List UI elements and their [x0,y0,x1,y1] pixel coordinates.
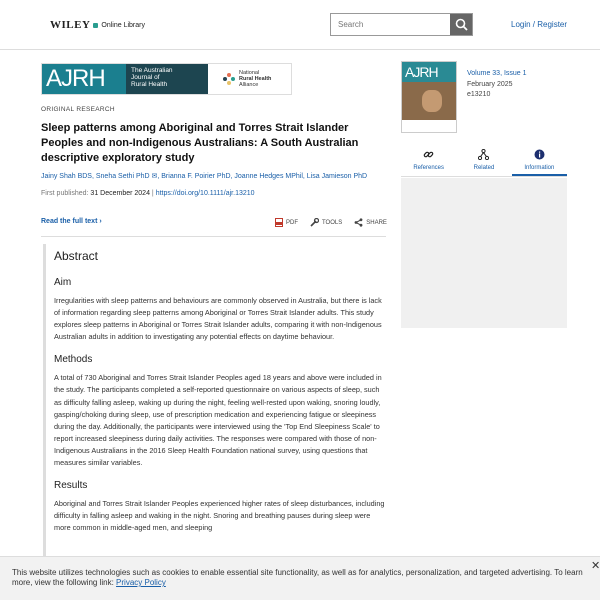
journal-abbr: AJRH [42,64,126,94]
article-title: Sleep patterns among Aboriginal and Torres Strait Islander Peoples and non-Indigenous Australians: A South Australian descriptive exploratory study [41,122,359,164]
top-bar [0,0,600,50]
results-heading: Results [54,480,88,492]
doi-link[interactable]: https://doi.org/10.1111/ajr.13210 [155,190,255,197]
cover-footer [402,120,457,133]
article-tools [275,218,387,227]
tab-references-label: References [413,165,444,171]
privacy-policy-link[interactable]: Privacy Policy [116,578,166,587]
read-full-label: Read the full text [41,218,98,225]
tab-information-label: Information [524,165,555,171]
journal-name-line-2: Journal of [131,74,160,81]
logo-dot-icon [93,23,98,28]
chevron-right-icon: › [99,218,102,225]
journal-name [126,64,208,94]
pdf-button[interactable] [275,218,298,227]
journal-name-line-1: The Australian [131,67,173,74]
wiley-logo[interactable] [50,19,145,31]
cookie-message: This website utilizes technologies such as cookies to enable essential site functionality, as well as for analytics, personalization, and targeted advertising. To learn more, view the following link: [12,568,583,587]
tab-related-label: Related [473,165,495,171]
cookie-text [12,568,587,588]
partner-line-1: National [239,70,260,76]
issue-info [467,69,527,101]
abstract-section [43,244,386,564]
methods-text: A total of 730 Aboriginal and Torres Strait Islander Peoples aged 18 years and above were included in the study. The participants completed a self-reported questionnaire on various aspects of sleep, such as difficulty falling asleep, waking up during the night, feeling well-rested upon waking, snoring loudly, gasping/choking during sleep, use of prescription medication and experiencing fatigue or sleepiness during the day. Additionally, the participants were interviewed using the 'Top End Sleepiness Scale' to report increased sleepiness during daily activities. The responses were compared with those of non-Indigenous Australians in the 2016 Sleep Health Foundation national survey, using questions that measures similar variables. [54,373,382,468]
cookie-banner [0,556,600,600]
methods-heading: Methods [54,354,93,366]
divider [41,236,386,237]
network-icon [478,149,489,160]
close-icon[interactable]: ✕ [591,560,600,572]
share-button[interactable] [354,218,387,227]
journal-name-line-3: Rural Health [131,81,168,88]
article-number: e13210 [467,91,491,98]
publication-info [41,190,255,197]
journal-cover[interactable] [401,61,457,133]
sidebar-tabs [401,145,567,177]
tools-label: TOOLS [322,219,343,226]
results-text: Aboriginal and Torres Strait Islander Peoples experienced higher rates of sleep disturbances, including difficulty in falling asleep and waking in the night. Snoring and breathing pauses during sleep were more common in middle-aged men, and sleeping [54,499,385,533]
separator: | [151,190,156,197]
first-published-date: 31 December 2024 [90,190,150,197]
journal-banner[interactable] [41,63,292,95]
wrench-icon [310,218,319,227]
read-full-text-link[interactable] [41,218,102,225]
first-published-label: First published: [41,190,89,197]
search-button[interactable] [450,14,472,35]
author-list[interactable]: Jainy Shah BDS, Sneha Sethi PhD ✉, Brianna F. Poirier PhD, Joanne Hedges MPhil, Lisa Jamieson PhD [41,173,368,180]
tools-button[interactable] [310,218,342,227]
aim-text: Irregularities with sleep patterns and behaviours are commonly observed in Australia, but there is lack of information regarding sleep patterns among Aboriginal or Torres Strait Islander adults. This study explores sleep patterns in Aboriginal or Torres Strait Islander adults, comparing it with non-Indigenous Australian adults in addition to investigating any potential effects on daytime behaviour. [54,296,382,342]
volume-link[interactable]: Volume 33, Issue 1 [467,70,527,77]
issue-date: February 2025 [467,80,513,88]
login-register-link[interactable]: Login / Register [511,20,568,29]
tab-information[interactable] [512,145,567,176]
cover-image-detail [422,90,442,112]
abstract-heading: Abstract [54,249,99,263]
tab-references[interactable] [401,145,456,176]
share-icon [354,218,363,227]
logo-sub: Online Library [101,21,145,29]
partner-logo [208,64,291,94]
search-input[interactable] [331,14,450,35]
section-label: ORIGINAL RESEARCH [41,106,115,113]
sidebar-panel [401,178,567,328]
share-label: SHARE [366,219,387,226]
search-box [330,13,473,36]
info-icon [534,149,545,160]
aim-heading: Aim [54,277,72,288]
partner-line-2: Rural Health [239,76,272,82]
link-icon [423,149,434,160]
partner-line-3: Alliance [239,82,259,88]
flower-icon [222,72,236,86]
logo-brand: WILEY [50,19,91,31]
pdf-label: PDF [286,219,298,226]
pdf-icon [275,218,283,227]
cover-abbr: AJRH [405,64,438,80]
search-icon [455,18,468,31]
tab-related[interactable] [456,145,511,176]
